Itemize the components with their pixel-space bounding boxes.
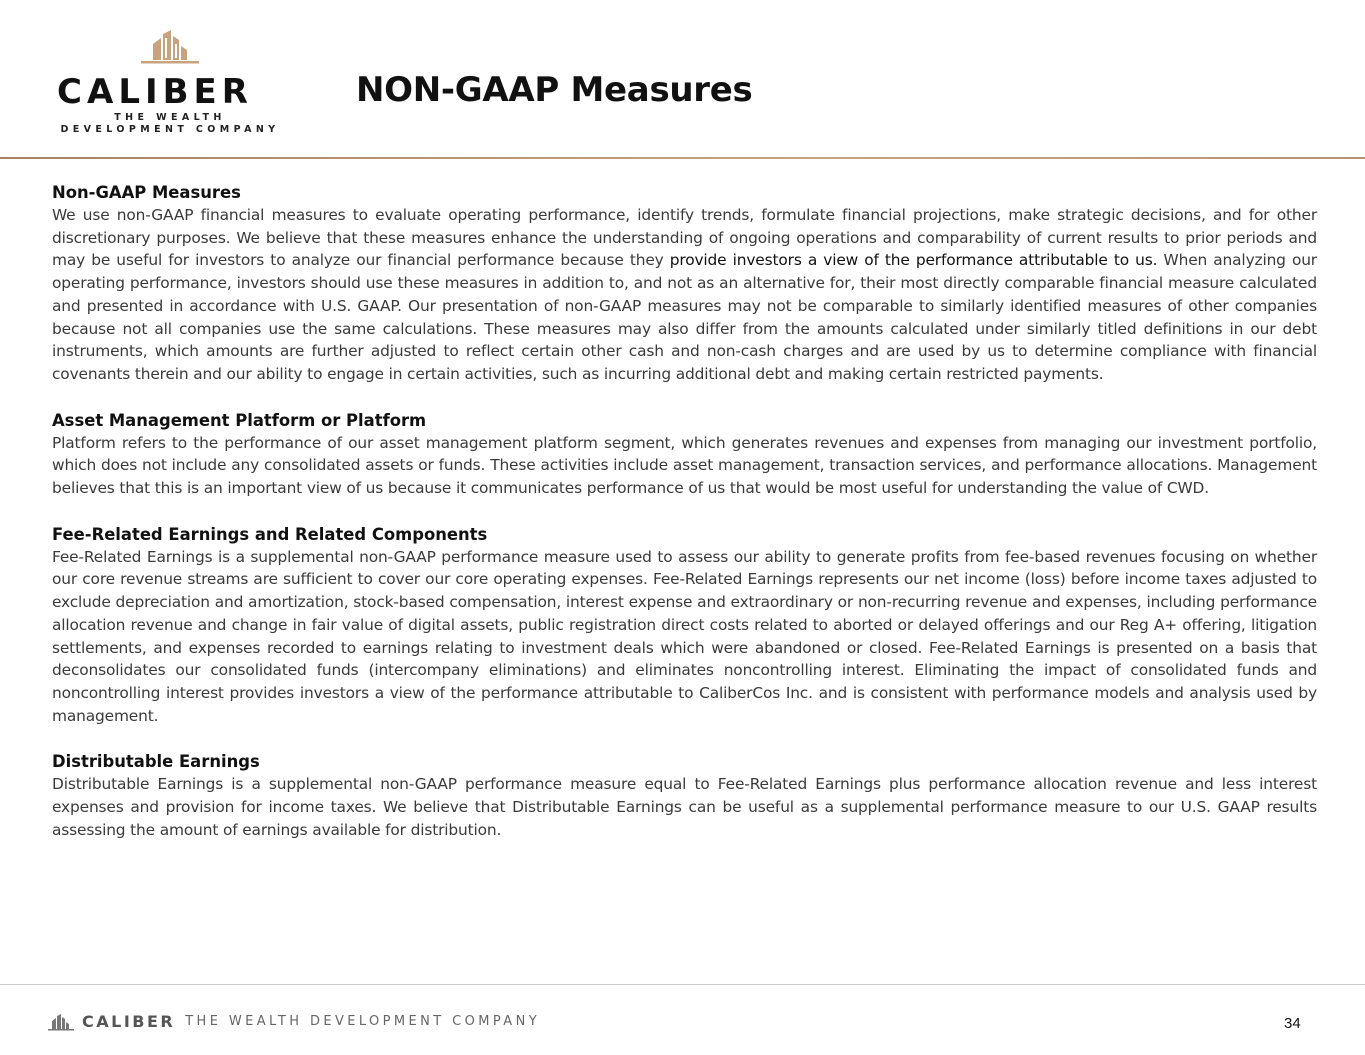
brand-tagline: THE WEALTH DEVELOPMENT COMPANY bbox=[60, 112, 280, 135]
section-body bbox=[52, 204, 1317, 386]
section-body: Platform refers to the performance of our asset management platform segment, which generates revenues and expenses from managing our investment portfolio, which does not include any consolidated assets or funds. These activities include asset management, transaction services, and performance allocations. Management believes that this is an important view of us because it communicates performance of us that would be most useful for understanding the value of CWD. bbox=[52, 433, 1317, 498]
section-heading: Asset Management Platform or Platform bbox=[52, 410, 427, 430]
section-heading: Distributable Earnings bbox=[52, 752, 260, 772]
caliber-building-icon bbox=[48, 1013, 74, 1031]
header-divider bbox=[0, 157, 1365, 159]
footer-tagline: THE WEALTH DEVELOPMENT COMPANY bbox=[185, 1014, 541, 1029]
brand-wordmark: CALIBER bbox=[57, 72, 253, 112]
section-distributable-earnings bbox=[52, 750, 1317, 841]
section-body: Distributable Earnings is a supplemental non-GAAP performance measure equal to Fee-Related Earnings plus performance allocation revenue and less interest expenses and provision for income taxes. We believe that Distributable Earnings can be useful as a supplemental performance measure to our U.S. GAAP results assessing the amount of earnings available for distribution. bbox=[52, 775, 1317, 839]
section-fee-related-earnings bbox=[52, 523, 1317, 728]
footer-divider bbox=[0, 984, 1365, 985]
main-content bbox=[52, 181, 1317, 864]
section-body: Fee-Related Earnings is a supplemental non-GAAP performance measure used to assess our ability to generate profits from fee-based revenues focusing on whether our core revenue streams are sufficient to cover our core operating expenses. Fee-Related Earnings represents our net income (loss) before income taxes adjusted to exclude depreciation and amortization, stock-based compensation, interest expense and extraordinary or non-recurring revenue and expenses, including performance allocation revenue and change in fair value of digital assets, public registration direct costs related to aborted or delayed offerings and our Reg A+ offering, litigation settlements, and expenses recorded to earnings relating to investment deals which were abandoned or closed. Fee-Related Earnings is presented on a basis that deconsolidates our consolidated funds (intercompany eliminations) and eliminates noncontrolling interest. Eliminating the impact of consolidated funds and noncontrolling interest provides investors a view of the performance attributable to CaliberCos Inc. and is consistent with performance models and analysis used by management. bbox=[52, 547, 1317, 725]
body-text: When analyzing our operating performance, investors should use these measures in addition to, and not as an alternative for, their most directly comparable financial measure calculated and presented in accordance with U.S. GAAP. Our presentation of non-GAAP measures may not be comparable to similarly identified measures of other companies because not all companies use the same calculations. These measures may also differ from the amounts calculated under similarly titled definitions in our debt instruments, which amounts are further adjusted to reflect certain other cash and non-cash charges and are used by us to determine compliance with financial covenants therein and our ability to engage in certain activities, such as incurring additional debt and making certain restricted payments. bbox=[52, 251, 1317, 383]
caliber-building-icon bbox=[139, 28, 201, 66]
page-number: 34 bbox=[1284, 1015, 1301, 1032]
body-highlight: provide investors a view of the performance attributable to us. bbox=[669, 251, 1158, 270]
page-title: NON-GAAP Measures bbox=[356, 70, 753, 110]
section-heading: Fee-Related Earnings and Related Components bbox=[52, 524, 488, 544]
body-text: We use non-GAAP financial measures to evaluate operating performance, identify trends, formulate financial projections, make strategic decisions, and for other discretionary purposes. We believe that these measures enhance the understanding of ongoing operations and comparability of current results to prior periods and may be useful for investors to analyze our financial performance because they bbox=[52, 206, 1317, 270]
footer-wordmark: CALIBER bbox=[82, 1012, 176, 1031]
caliber-logo bbox=[50, 28, 290, 136]
footer-brand bbox=[48, 1012, 540, 1031]
section-heading: Non-GAAP Measures bbox=[52, 183, 241, 202]
section-platform bbox=[52, 409, 1317, 500]
section-non-gaap bbox=[52, 181, 1317, 386]
